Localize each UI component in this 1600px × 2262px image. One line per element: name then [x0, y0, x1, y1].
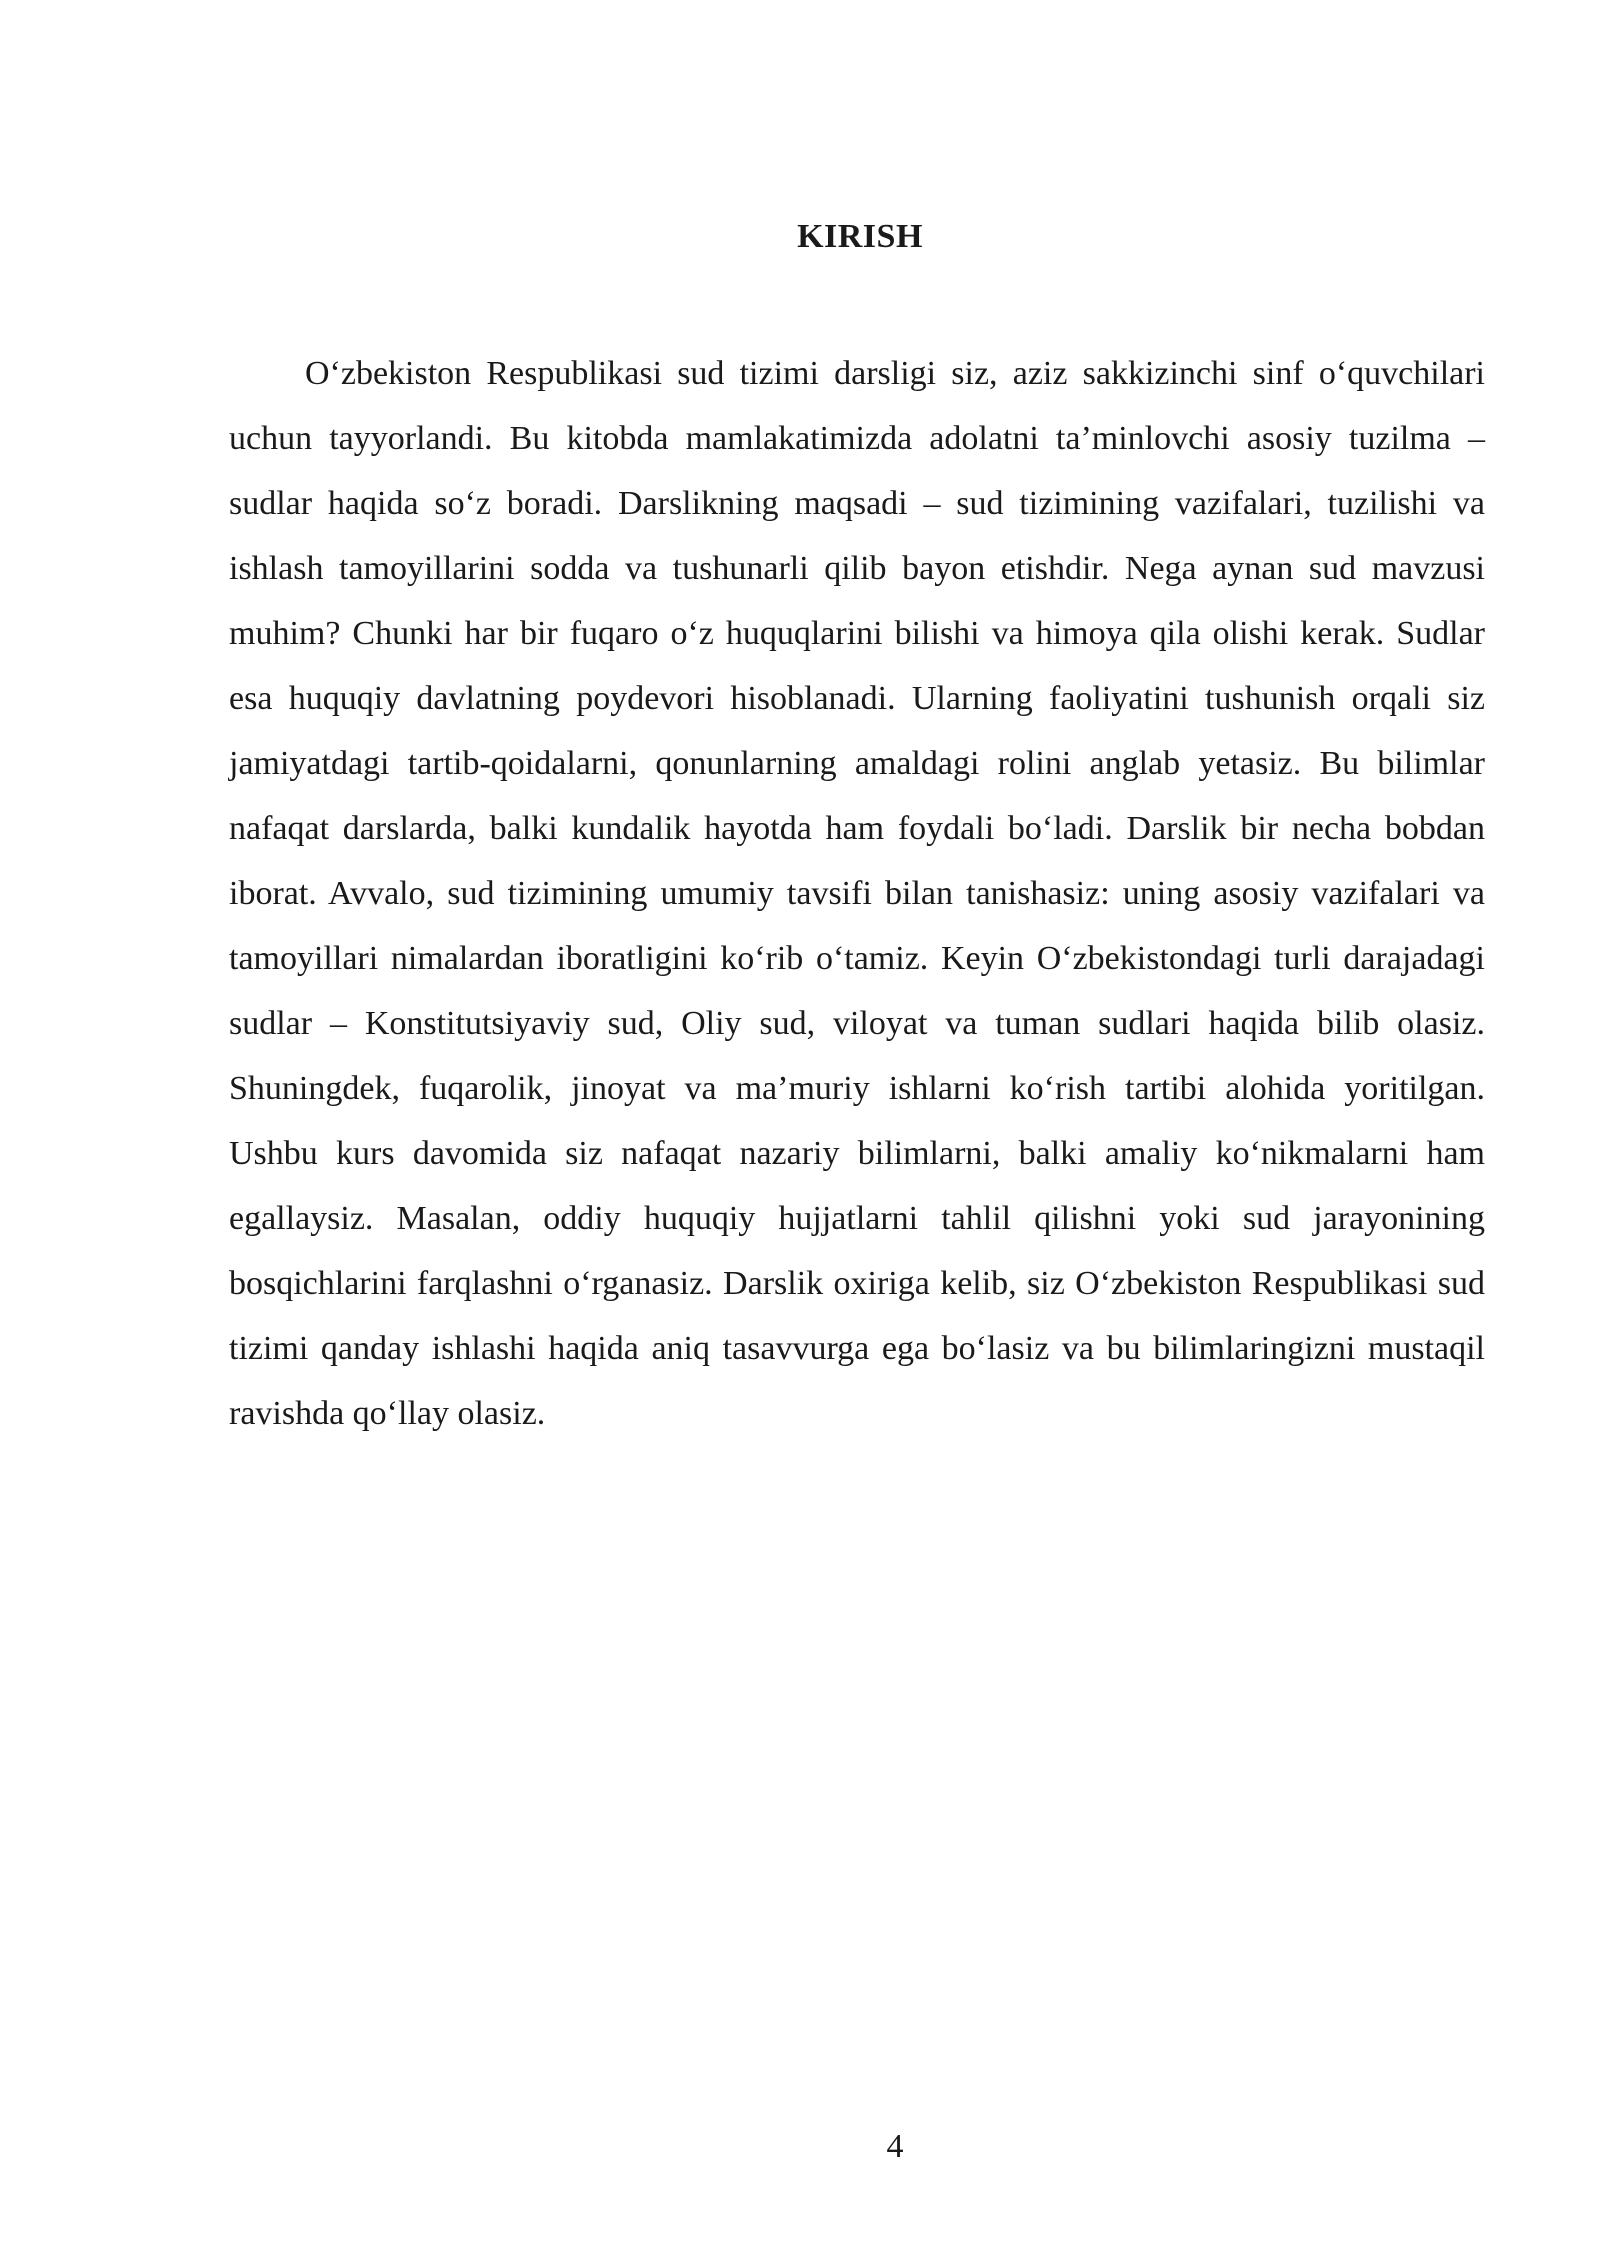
- page-title: KIRISH: [797, 218, 923, 255]
- body-paragraph: O‘zbekiston Respublikasi sud tizimi darsligi siz, aziz sakkizinchi sinf o‘quvchilari uchun tayyorlandi. Bu kitobda mamlakatimizda adolatni ta’minlovchi asosiy tuzilma – sudlar haqida so‘z boradi. Darslikning maqsadi – sud tizimining vazifalari, tuzilishi va ishlash tamoyillarini sodda va tushunarli qilib bayon etishdir. Nega aynan sud mavzusi muhim? Chunki har bir fuqaro o‘z huquqlarini bilishi va himoya qila olishi kerak. Sudlar esa huquqiy davlatning poydevori hisoblanadi. Ularning faoliyatini tushunish orqali siz jamiyatdagi tartib-qoidalarni, qonunlarning amaldagi rolini anglab yetasiz. Bu bilimlar nafaqat darslarda, balki kundalik hayotda ham foydali bo‘ladi. Darslik bir necha bobdan iborat. Avvalo, sud tizimining umumiy tavsifi bilan tanishasiz: uning asosiy vazifalari va tamoyillari nimalardan iboratligini ko‘rib o‘tamiz. Keyin O‘zbekistondagi turli darajadagi sudlar – Konstitutsiyaviy sud, Oliy sud, viloyat va tuman sudlari haqida bilib olasiz. Shuningdek, fuqarolik, jinoyat va ma’muriy ishlarni ko‘rish tartibi alohida yoritilgan. Ushbu kurs davomida siz nafaqat nazariy bilimlarni, balki amaliy ko‘nikmalarni ham egallaysiz. Masalan, oddiy huquqiy hujjatlarni tahlil qilishni yoki sud jarayonining bosqichlarini farqlashni o‘rganasiz. Darslik oxiriga kelib, siz O‘zbekiston Respublikasi sud tizimi qanday ishlashi haqida aniq tasavvurga ega bo‘lasiz va bu bilimlaringizni mustaqil ravishda qo‘llay olasiz.: [229, 355, 1485, 1432]
- page-number: 4: [886, 2128, 904, 2165]
